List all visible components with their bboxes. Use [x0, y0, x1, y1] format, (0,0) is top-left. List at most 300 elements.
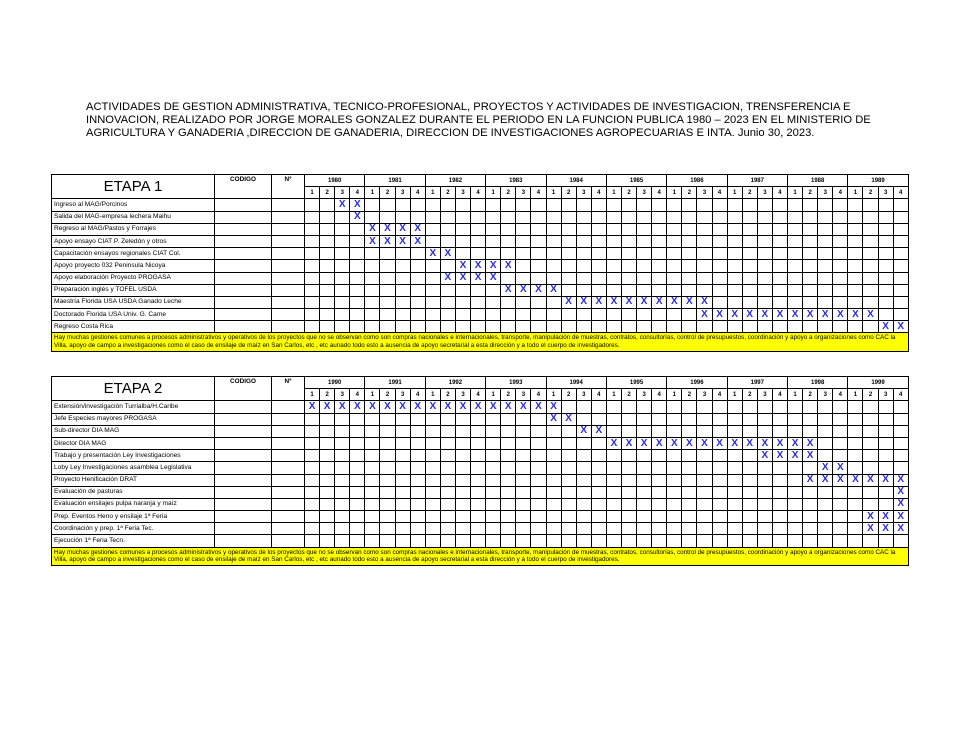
timeline-cell: [863, 498, 878, 510]
timeline-cell: [335, 450, 350, 462]
timeline-cell: [682, 474, 697, 486]
timeline-cell: [591, 235, 606, 247]
timeline-cell: [350, 223, 365, 235]
timeline-cell: [621, 462, 636, 474]
timeline-cell: [682, 309, 697, 321]
timeline-cell: [440, 450, 455, 462]
timeline-cell: [425, 211, 440, 223]
timeline-cell: [818, 260, 833, 272]
timeline-cell: [576, 523, 591, 535]
timeline-cell: [833, 260, 848, 272]
timeline-cell: [606, 462, 621, 474]
timeline-cell: [727, 235, 742, 247]
timeline-cell: [486, 223, 501, 235]
timeline-cell: [395, 511, 410, 523]
timeline-cell: [425, 309, 440, 321]
timeline-cell: [425, 511, 440, 523]
timeline-cell: [305, 309, 320, 321]
timeline-cell: [682, 272, 697, 284]
activity-row: [52, 535, 909, 547]
timeline-cell: [440, 309, 455, 321]
timeline-cell: [395, 535, 410, 547]
timeline-cell: [893, 462, 908, 474]
activity-label: Trabajo y presentación Ley Investigaciones: [52, 450, 215, 462]
timeline-cell: [637, 321, 652, 333]
year-header: 1988: [788, 175, 848, 187]
timeline-cell: [546, 309, 561, 321]
timeline-cell: [440, 260, 455, 272]
activity-mark: X: [697, 309, 712, 321]
quarter-header: 3: [335, 187, 350, 199]
activity-row: [52, 211, 909, 223]
timeline-cell: [757, 413, 772, 425]
year-header: 1994: [546, 377, 606, 389]
activity-mark: X: [667, 296, 682, 308]
quarter-header: 2: [440, 389, 455, 401]
timeline-cell: [516, 486, 531, 498]
activity-row: [52, 523, 909, 535]
activity-mark: X: [335, 199, 350, 211]
timeline-cell: [335, 235, 350, 247]
timeline-cell: [561, 462, 576, 474]
quarter-header: 3: [697, 187, 712, 199]
timeline-cell: [410, 199, 425, 211]
codigo-cell: [215, 260, 272, 272]
number-cell: [272, 284, 305, 296]
timeline-cell: [863, 223, 878, 235]
quarter-header: 3: [878, 389, 893, 401]
timeline-cell: [335, 486, 350, 498]
timeline-cell: [486, 535, 501, 547]
activity-mark: X: [697, 296, 712, 308]
quarter-header: 2: [561, 389, 576, 401]
timeline-cell: [606, 235, 621, 247]
timeline-cell: [305, 235, 320, 247]
timeline-cell: [516, 437, 531, 449]
quarter-header: 4: [652, 187, 667, 199]
timeline-cell: [697, 401, 712, 413]
activity-mark: X: [878, 523, 893, 535]
quarter-header: 4: [350, 389, 365, 401]
timeline-cell: [742, 272, 757, 284]
timeline-cell: [772, 511, 787, 523]
timeline-cell: [637, 309, 652, 321]
timeline-cell: [757, 401, 772, 413]
activity-label: Director DIA MAG: [52, 437, 215, 449]
timeline-cell: [712, 474, 727, 486]
activity-mark: X: [546, 413, 561, 425]
activity-mark: X: [380, 223, 395, 235]
timeline-cell: [350, 462, 365, 474]
timeline-cell: [516, 211, 531, 223]
quarter-header: 3: [757, 389, 772, 401]
timeline-cell: [365, 199, 380, 211]
timeline-cell: [501, 272, 516, 284]
timeline-cell: [365, 462, 380, 474]
timeline-cell: [501, 199, 516, 211]
activity-mark: X: [893, 498, 908, 510]
timeline-cell: [380, 248, 395, 260]
number-cell: [272, 235, 305, 247]
timeline-cell: [848, 211, 863, 223]
number-cell: [272, 260, 305, 272]
activity-row: [52, 486, 909, 498]
timeline-cell: [803, 321, 818, 333]
timeline-cell: [576, 199, 591, 211]
quarter-header: 4: [471, 389, 486, 401]
quarter-header: 1: [305, 389, 320, 401]
timeline-cell: [863, 535, 878, 547]
timeline-cell: [320, 437, 335, 449]
activity-label: Proyecto Henificación DRAT: [52, 474, 215, 486]
timeline-cell: [320, 486, 335, 498]
timeline-cell: [561, 498, 576, 510]
activity-mark: X: [742, 309, 757, 321]
timeline-cell: [591, 535, 606, 547]
timeline-cell: [546, 462, 561, 474]
timeline-cell: [561, 211, 576, 223]
quarter-header: 4: [410, 187, 425, 199]
timeline-cell: [305, 223, 320, 235]
timeline-cell: [833, 321, 848, 333]
timeline-cell: [863, 284, 878, 296]
timeline-cell: [652, 401, 667, 413]
timeline-cell: [772, 272, 787, 284]
timeline-cell: [637, 413, 652, 425]
quarter-header: 3: [757, 187, 772, 199]
timeline-cell: [531, 260, 546, 272]
timeline-cell: [833, 223, 848, 235]
timeline-cell: [606, 284, 621, 296]
timeline-cell: [380, 309, 395, 321]
timeline-cell: [621, 260, 636, 272]
timeline-cell: [788, 223, 803, 235]
timeline-cell: [893, 309, 908, 321]
timeline-cell: [471, 462, 486, 474]
quarter-header: 3: [576, 187, 591, 199]
timeline-cell: [652, 462, 667, 474]
timeline-cell: [667, 486, 682, 498]
timeline-cell: [410, 474, 425, 486]
timeline-cell: [803, 211, 818, 223]
timeline-cell: [848, 199, 863, 211]
timeline-cell: [365, 211, 380, 223]
codigo-cell: [215, 235, 272, 247]
year-header: 1996: [667, 377, 727, 389]
timeline-cell: [350, 450, 365, 462]
timeline-cell: [606, 535, 621, 547]
timeline-cell: [576, 511, 591, 523]
activity-mark: X: [637, 437, 652, 449]
timeline-cell: [425, 474, 440, 486]
timeline-cell: [863, 199, 878, 211]
activity-label: Apoyo elaboración Proyecto PROGASA: [52, 272, 215, 284]
number-cell: [272, 462, 305, 474]
timeline-cell: [848, 523, 863, 535]
timeline-cell: [305, 523, 320, 535]
timeline-cell: [380, 486, 395, 498]
timeline-cell: [531, 248, 546, 260]
timeline-cell: [576, 309, 591, 321]
timeline-cell: [546, 272, 561, 284]
activity-mark: X: [425, 248, 440, 260]
timeline-cell: [380, 535, 395, 547]
timeline-cell: [365, 309, 380, 321]
timeline-cell: [561, 474, 576, 486]
timeline-cell: [682, 321, 697, 333]
timeline-cell: [380, 498, 395, 510]
activity-mark: X: [893, 486, 908, 498]
activity-mark: X: [395, 223, 410, 235]
activity-mark: X: [621, 437, 636, 449]
timeline-cell: [546, 296, 561, 308]
timeline-cell: [395, 309, 410, 321]
timeline-cell: [455, 474, 470, 486]
timeline-cell: [667, 450, 682, 462]
activity-mark: X: [788, 437, 803, 449]
timeline-cell: [878, 450, 893, 462]
timeline-cell: [516, 321, 531, 333]
timeline-cell: [561, 511, 576, 523]
timeline-cell: [637, 401, 652, 413]
timeline-cell: [667, 413, 682, 425]
timeline-cell: [410, 425, 425, 437]
quarter-header: 3: [818, 187, 833, 199]
activity-mark: X: [893, 321, 908, 333]
timeline-cell: [652, 413, 667, 425]
timeline-cell: [621, 413, 636, 425]
timeline-cell: [772, 260, 787, 272]
timeline-cell: [305, 248, 320, 260]
timeline-cell: [410, 284, 425, 296]
timeline-cell: [561, 321, 576, 333]
timeline-cell: [606, 248, 621, 260]
timeline-cell: [380, 474, 395, 486]
timeline-cell: [561, 235, 576, 247]
timeline-cell: [727, 248, 742, 260]
activity-mark: X: [712, 309, 727, 321]
timeline-cell: [335, 511, 350, 523]
activity-mark: X: [757, 437, 772, 449]
number-cell: [272, 486, 305, 498]
activity-label: Sub-director DIA MAG: [52, 425, 215, 437]
timeline-cell: [440, 437, 455, 449]
quarter-header: 2: [742, 389, 757, 401]
timeline-cell: [320, 535, 335, 547]
activity-label: Ejecución 1ª Feria Tecn.: [52, 535, 215, 547]
timeline-cell: [848, 511, 863, 523]
timeline-cell: [757, 235, 772, 247]
timeline-cell: [878, 413, 893, 425]
number-cell: [272, 309, 305, 321]
timeline-cell: [757, 474, 772, 486]
timeline-cell: [606, 321, 621, 333]
timeline-cell: [471, 535, 486, 547]
timeline-cell: [320, 511, 335, 523]
timeline-cell: [803, 425, 818, 437]
timeline-cell: [440, 474, 455, 486]
codigo-cell: [215, 486, 272, 498]
timeline-cell: [742, 425, 757, 437]
year-header: 1982: [425, 175, 485, 187]
codigo-cell: [215, 223, 272, 235]
timeline-cell: [878, 272, 893, 284]
year-header: 1997: [727, 377, 787, 389]
timeline-cell: [561, 199, 576, 211]
timeline-cell: [788, 321, 803, 333]
timeline-cell: [440, 523, 455, 535]
timeline-cell: [516, 223, 531, 235]
activity-mark: X: [863, 523, 878, 535]
quarter-header: 4: [833, 187, 848, 199]
timeline-cell: [712, 260, 727, 272]
timeline-cell: [833, 296, 848, 308]
quarter-header: 2: [380, 187, 395, 199]
timeline-cell: [652, 535, 667, 547]
timeline-cell: [697, 321, 712, 333]
timeline-cell: [576, 321, 591, 333]
timeline-cell: [818, 272, 833, 284]
timeline-cell: [803, 535, 818, 547]
timeline-cell: [531, 474, 546, 486]
timeline-cell: [848, 450, 863, 462]
timeline-cell: [878, 235, 893, 247]
activity-label: Salida del MAG-empresa lechera Maihu: [52, 211, 215, 223]
timeline-cell: [471, 235, 486, 247]
activity-mark: X: [410, 223, 425, 235]
timeline-cell: [637, 474, 652, 486]
timeline-cell: [863, 296, 878, 308]
timeline-cell: [712, 511, 727, 523]
year-header: 1983: [486, 175, 546, 187]
timeline-cell: [682, 223, 697, 235]
timeline-cell: [712, 498, 727, 510]
timeline-cell: [833, 535, 848, 547]
timeline-cell: [455, 223, 470, 235]
timeline-cell: [455, 535, 470, 547]
timeline-cell: [576, 260, 591, 272]
quarter-header: 1: [788, 187, 803, 199]
timeline-cell: [335, 223, 350, 235]
quarter-header: 4: [712, 389, 727, 401]
timeline-cell: [546, 425, 561, 437]
timeline-cell: [591, 413, 606, 425]
timeline-cell: [516, 199, 531, 211]
timeline-cell: [757, 284, 772, 296]
timeline-cell: [531, 321, 546, 333]
timeline-cell: [818, 235, 833, 247]
activity-mark: X: [667, 437, 682, 449]
timeline-cell: [652, 260, 667, 272]
timeline-cell: [305, 474, 320, 486]
timeline-cell: [380, 523, 395, 535]
timeline-cell: [727, 211, 742, 223]
quarter-header: 4: [591, 187, 606, 199]
timeline-cell: [742, 223, 757, 235]
timeline-cell: [803, 462, 818, 474]
timeline-cell: [637, 272, 652, 284]
timeline-cell: [772, 486, 787, 498]
activity-row: [52, 235, 909, 247]
note-row: [52, 547, 909, 565]
activity-label: Extensión/investigación Turrialba/H.Caribe: [52, 401, 215, 413]
timeline-cell: [455, 523, 470, 535]
timeline-cell: [561, 535, 576, 547]
timeline-cell: [546, 211, 561, 223]
number-cell: [272, 425, 305, 437]
timeline-cell: [350, 523, 365, 535]
activity-mark: X: [606, 437, 621, 449]
timeline-cell: [425, 235, 440, 247]
timeline-cell: [561, 486, 576, 498]
timeline-cell: [682, 523, 697, 535]
activity-mark: X: [350, 199, 365, 211]
codigo-cell: [215, 413, 272, 425]
number-cell: [272, 474, 305, 486]
timeline-cell: [335, 425, 350, 437]
timeline-cell: [440, 223, 455, 235]
timeline-cell: [395, 498, 410, 510]
activity-row: [52, 272, 909, 284]
timeline-cell: [727, 511, 742, 523]
timeline-cell: [455, 486, 470, 498]
timeline-cell: [320, 309, 335, 321]
timeline-cell: [621, 211, 636, 223]
timeline-cell: [305, 211, 320, 223]
timeline-cell: [848, 321, 863, 333]
timeline-cell: [440, 199, 455, 211]
timeline-cell: [350, 284, 365, 296]
timeline-cell: [757, 211, 772, 223]
timeline-cell: [893, 211, 908, 223]
timeline-cell: [486, 450, 501, 462]
timeline-cell: [365, 474, 380, 486]
timeline-cell: [320, 260, 335, 272]
timeline-cell: [486, 486, 501, 498]
activity-label: Ingreso al MAG/Porcinos: [52, 199, 215, 211]
timeline-cell: [395, 425, 410, 437]
timeline-cell: [471, 511, 486, 523]
timeline-cell: [531, 199, 546, 211]
timeline-cell: [712, 321, 727, 333]
note-row: [52, 333, 909, 351]
timeline-cell: [305, 511, 320, 523]
timeline-cell: [697, 199, 712, 211]
timeline-cell: [803, 486, 818, 498]
year-header: 1991: [365, 377, 425, 389]
number-cell: [272, 272, 305, 284]
timeline-cell: [546, 248, 561, 260]
timeline-cell: [455, 211, 470, 223]
timeline-cell: [531, 425, 546, 437]
timeline-cell: [486, 235, 501, 247]
timeline-cell: [576, 437, 591, 449]
quarter-header: 4: [893, 389, 908, 401]
timeline-cell: [576, 535, 591, 547]
timeline-cell: [667, 523, 682, 535]
timeline-cell: [486, 296, 501, 308]
timeline-cell: [591, 511, 606, 523]
timeline-cell: [471, 199, 486, 211]
timeline-cell: [576, 211, 591, 223]
number-cell: [272, 450, 305, 462]
number-cell: [272, 211, 305, 223]
timeline-cell: [682, 211, 697, 223]
activity-mark: X: [878, 474, 893, 486]
timeline-cell: [501, 248, 516, 260]
timeline-cell: [772, 296, 787, 308]
activity-mark: X: [501, 401, 516, 413]
